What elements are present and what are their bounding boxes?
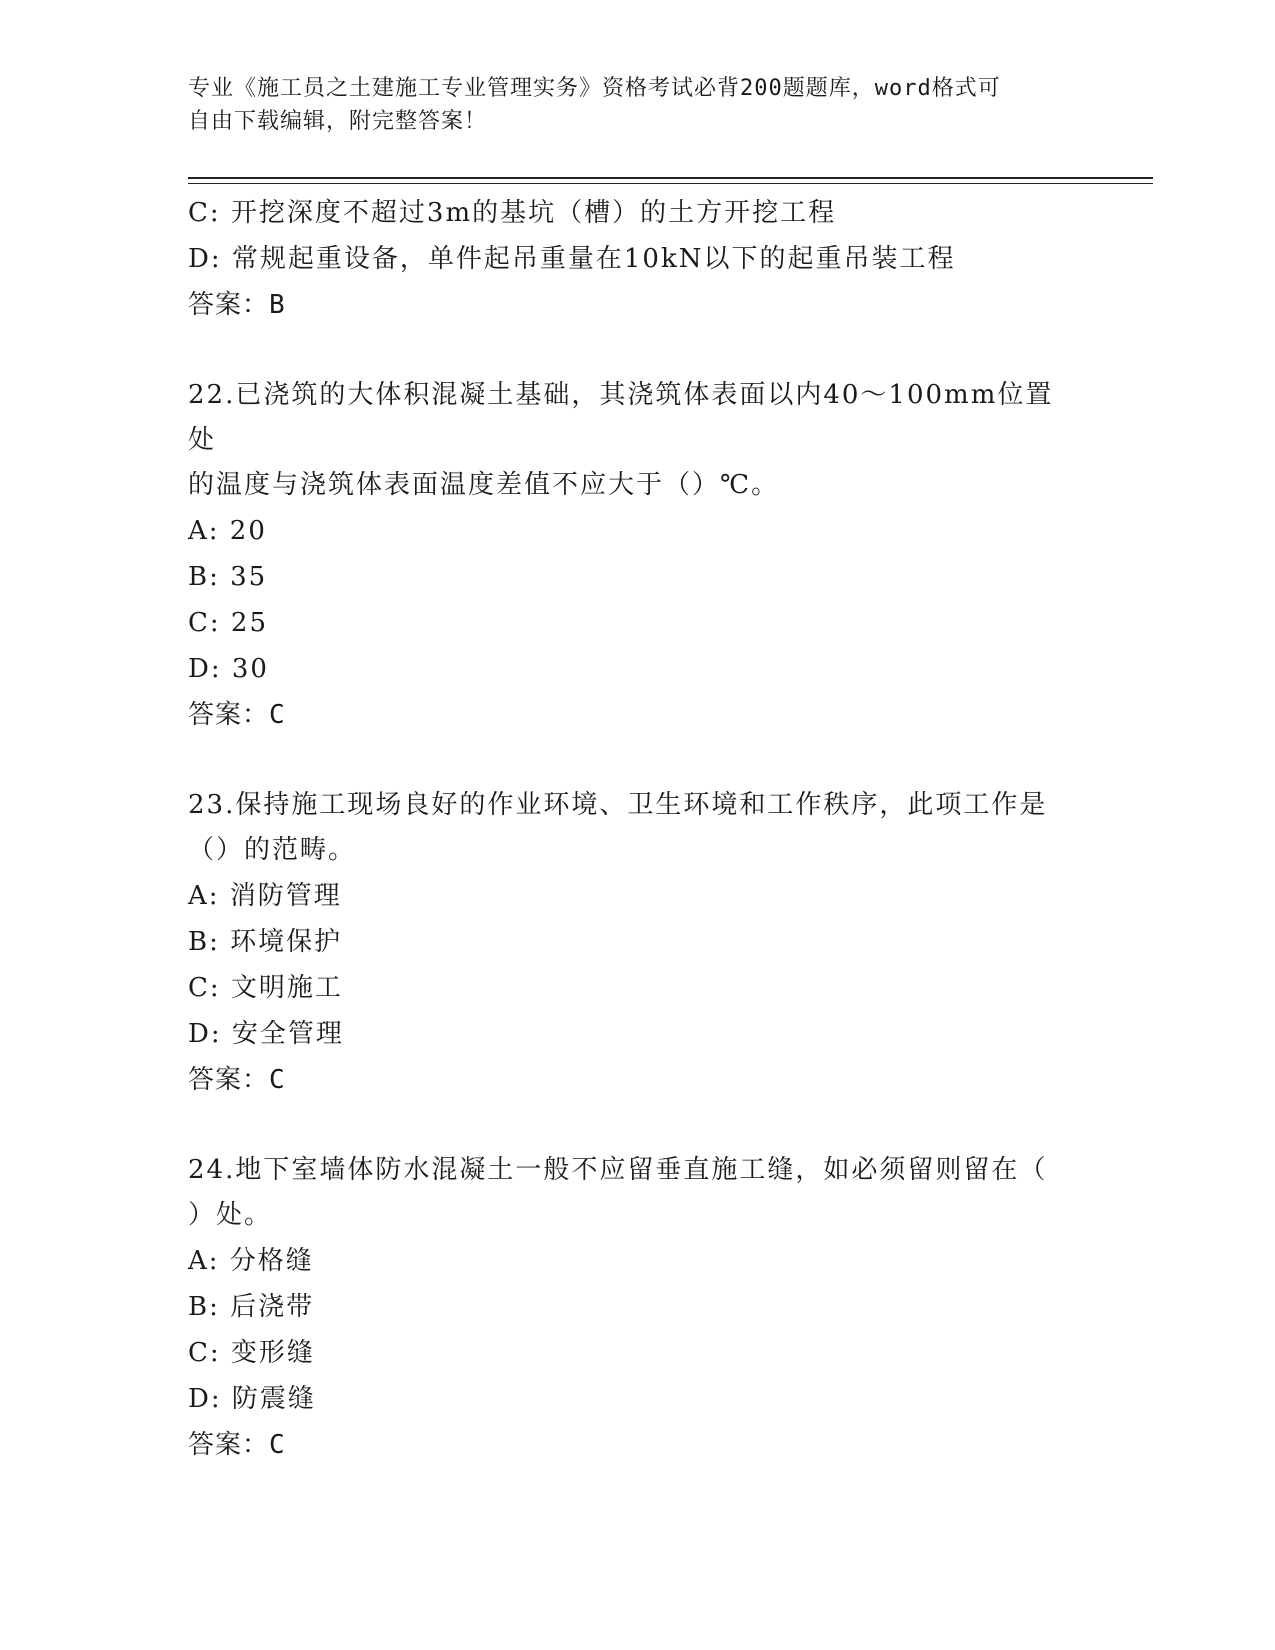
document-header (188, 72, 1068, 138)
option-a: A: 20 (188, 516, 267, 546)
question-block-23 (188, 783, 1088, 1103)
header-divider-thick (188, 177, 1153, 179)
question-stem-line-1: 22.已浇筑的大体积混凝土基础，其浇筑体表面以内40～100mm位置处 (188, 380, 1054, 455)
option-c: C: 变形缝 (188, 1338, 315, 1368)
question-stem-line-2: （）的范畴。 (188, 835, 357, 865)
option-b: B: 35 (188, 562, 268, 592)
spacer (188, 328, 1088, 373)
option-b: B: 环境保护 (188, 927, 343, 957)
answer-line (188, 692, 1088, 738)
question-stem-line-1: 24.地下室墙体防水混凝土一般不应留垂直施工缝，如必须留则留在（ (188, 1155, 1048, 1185)
option-c: C: 文明施工 (188, 973, 343, 1003)
option-d: D: 安全管理 (188, 1019, 344, 1049)
question-stem-line-2: 的温度与浇筑体表面温度差值不应大于（）℃。 (188, 470, 780, 500)
answer-value: C (269, 1065, 286, 1095)
question-block-21 (188, 190, 1088, 328)
answer-label: 答案： (188, 700, 270, 730)
question-block-22 (188, 373, 1088, 738)
answer-label: 答案： (188, 1430, 270, 1460)
answer-value: C (269, 700, 286, 730)
spacer (188, 1103, 1088, 1148)
header-line-2: 自由下载编辑，附完整答案！ (188, 109, 488, 134)
answer-line (188, 1422, 1088, 1468)
header-line-1: 专业《施工员之土建施工专业管理实务》资格考试必背200题题库，word格式可 (188, 76, 1001, 101)
answer-label: 答案： (188, 1065, 270, 1095)
option-a: A: 分格缝 (188, 1246, 314, 1276)
answer-line (188, 282, 1088, 328)
header-divider-thin (188, 183, 1153, 184)
option-d: D: 防震缝 (188, 1384, 316, 1414)
question-list (188, 190, 1088, 1468)
question-stem-line-2: ）处。 (188, 1200, 273, 1230)
spacer (188, 738, 1088, 783)
option-d: D: 30 (188, 654, 269, 684)
option-d: D: 常规起重设备，单件起吊重量在10kN以下的起重吊装工程 (188, 244, 956, 274)
option-a: A: 消防管理 (188, 881, 342, 911)
option-c: C: 开挖深度不超过3m的基坑（槽）的土方开挖工程 (188, 198, 837, 228)
question-block-24 (188, 1148, 1088, 1468)
answer-value: C (269, 1430, 286, 1460)
answer-label: 答案： (188, 290, 270, 320)
answer-line (188, 1057, 1088, 1103)
option-b: B: 后浇带 (188, 1292, 315, 1322)
answer-value: B (269, 290, 286, 320)
option-c: C: 25 (188, 608, 269, 638)
question-stem-line-1: 23.保持施工现场良好的作业环境、卫生环境和工作秩序，此项工作是 (188, 790, 1048, 820)
